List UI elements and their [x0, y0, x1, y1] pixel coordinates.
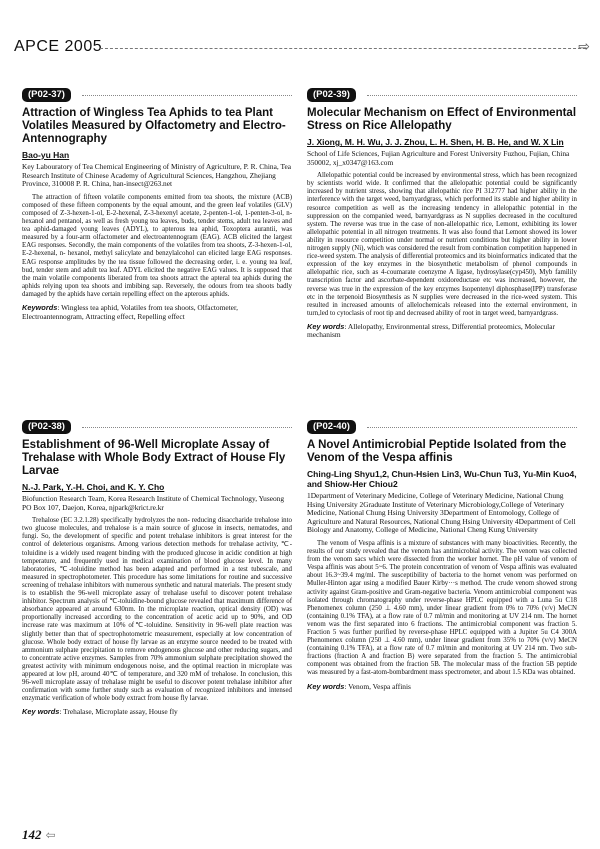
abstract-keywords [22, 708, 292, 717]
abstract-body: Trehalose (EC 3.2.1.28) specifically hydrolyzes the non- reducing disaccharide trehalose into two glucose molecules, and trehalose is a main source of glucose in insects, nematodes, and fungi. So, the development of specific and potent trehalase inhibitors is great interest for the control of deleterious organisms. Among various detection methods for trehalase activity, ℃-toluidine is a widely used reagent binding with the produced glucose in acidic condition at high temperature, and frequently used in medical examination of blood glucose level. In many laboratories, ℃-toluidine method has been adapted and performed in a test tubescale, and measured in spectrophotometer. This procedure has some limitations for routine and successive screening of trehalase inhibitors with numerous synthetic and natural materials. The present study is to establish the 96-well microplate assay of trehalase useful to discover potent trehalase inhibitor. Spectrum analysis of ℃-toluidine-bound glucose revealed that maximum difference of absorbance appeared at around 630nm. In the microplate reaction, optical density (OD) was proportionally increased according to the concentration of acetic acid up to 90%, and OD increase rate was maximum at 10% of℃-toluidine. Sensitivity in 96-well plate reaction was slightly better than that of spectrophotometric measurement, especially at low concentration of glucose. Whole body extract of house fly larvae as an enzyme source needed to be treated with ammonium sulphate precipitation to remove endogenous glucose and other reducing sugars, and to concentrate active enzymes. Samples from 70% ammonium sulphate precipitation showed the greatest activity with minimum endogenous noise, and the optimal reaction in microplate was appeared at low pH, around 40℃ of temperature, and 320 mM of trehalose. In conclusion, this 96-well microplate assay of trehalase might be useful to discover potent trehalase inhibitor after confirmation with some further study such as evaluation of recognized inhibitors and intensed enzymatic verification of whole body extract from house fly larvae. [22, 517, 292, 703]
abstract-id-badge: (P02-37) [22, 88, 71, 102]
abstract-title: Attraction of Wingless Tea Aphids to tea Plant Volatiles Measured by Olfactometry and Electro-Antennography [22, 107, 286, 145]
abstract-body: The attraction of fifteen volatile components emitted from tea shoots, the mixture (ACB) composed of these fifteen components by the equal amount, and the green leaf volatiles (GLV) composed of Z-3-hexen-1-ol, E-2-hexenal, Z-3-hexenyl acetate, 2-penten-1-ol, 1-penten-3-ol, n-hexanol and pentanol, as well as fresh young tea leaves, buds, tender stems, adult tea leaves and tea aphid-damaged young leaves (ADYL), to apterous tea aphid, Toxoptera aurantii, was measured by a four-arm olfactometer and electroantennogram (EAG). ACB elicited the largest EAG responses. Secondly, the main components of the volatiles from tea shoots, Z-3-hexen-1-ol, E-2-hexenal, n- hexanol, methyl salicylate and benzylalcohol can elicited large EAG responses. EAG response amplitudes by the tea tissue followed the decreasing order, i. e. young tea leaf, bud, tender stem and adult tea leaf. ADYL elicited the negative EAG values. It is supposed that the main volatile components liberated from tea shoots attract the apteral tea aphids during the aphids relying upon tea shoots and imbibing sap. Reversely, the odours from tea shoots badly damaged by the aphids have certain repelling effect on the apterous aphids. [22, 193, 292, 298]
keywords-label: Key words [22, 707, 60, 717]
abstract-p02-37 [22, 88, 292, 321]
abstract-p02-38 [22, 420, 292, 717]
abstract-authors: N.-J. Park, Y.-H. Choi, and K. Y. Cho [22, 482, 165, 492]
conference-name: APCE 2005 [14, 38, 103, 55]
abstract-title: Molecular Mechanism on Effect of Environmental Stress on Rice Allelopathy [307, 107, 577, 132]
abstract-authors: Bao-yu Han [22, 150, 70, 160]
tag-divider [82, 427, 292, 428]
tag-divider [367, 95, 577, 96]
keywords-label: Key words [307, 321, 345, 331]
abstract-tag-bar [22, 420, 292, 434]
abstract-affiliation: Biofunction Research Team, Korea Research Institute of Chemical Technology, Yuseong PO Box 107, Daejon, Korea, njpark@krict.re.kr [22, 494, 285, 512]
abstract-id-badge: (P02-38) [22, 420, 71, 434]
page-footer [22, 826, 56, 842]
keywords-text: : Wingless tea aphid, Volatiles from tea shoots, Olfactometer, Electroantennogram, Attracting effect, Repelling effect [22, 303, 238, 321]
page-number: 142 [22, 827, 42, 842]
abstract-authors: Ching-Ling Shyu1,2, Chun-Hsien Lin3, Wu-Chun Tu3, Yu-Min Kuo4, and Shiow-Her Chiou2 [307, 469, 577, 489]
tag-divider [82, 95, 292, 96]
abstract-p02-40 [307, 420, 577, 691]
abstract-authors: J. Xiong, M. H. Wu, J. J. Zhou, L. H. Shen, H. B. He, and W. X Lin [307, 137, 564, 147]
abstract-keywords [307, 323, 577, 340]
page-header [14, 38, 590, 60]
forward-arrow-icon[interactable]: ⇨ [578, 39, 590, 55]
abstract-id-badge: (P02-39) [307, 88, 356, 102]
abstract-tag-bar [22, 88, 292, 102]
abstract-affiliation: 1Department of Veterinary Medicine, College of Veterinary Medicine, National Chung Hsing University 2Graduate Institute of Veterinary Microbiology,College of Veterinary Medicine, National Chung Hsing University 3Department of Entomology, College of Agriculture and Natural Resources, National Chung Hsing University 4Department of Cell Biology and Anatomy, College of Medicine, National Cheng Kung University [307, 491, 576, 535]
keywords-label: Keywords [22, 303, 58, 312]
abstract-title: Establishment of 96-Well Microplate Assay of Trehalase with Whole Body Extract of House Fly Larvae [22, 439, 286, 477]
header-rule [100, 48, 586, 49]
abstract-tag-bar [307, 420, 577, 434]
abstract-title: A Novel Antimicrobial Peptide Isolated from the Venom of the Vespa affinis [307, 439, 567, 464]
keywords-text: : Trehalase, Microplate assay, House fly [59, 707, 178, 717]
tag-divider [367, 427, 577, 428]
abstract-body: Allelopathic potential could be increased by environmental stress, which has been recognized by scientists world wide. It confirmed that the allelopathic potential could be significantly increased by nutrient stress, showing that allelopathic rice PI 312777 had higher ability in the interference with the target weed, barnyardgrass, which performed its stable and higher ability in resource competition as well as the increasing tendency in allelopathic potential in the suppression on the companied weed, barnyardgrass as N supplies decreased in the cocultured system. The reverse was true in the case of non-allelopathic rice, Lemont, exhibiting its lower allelopathic potential in all nitrogen treatments. It was also found that Lemont showed its lower ability in resource competition under normal or nutrient conditions but higher ability in lower nitrogen supply (Ni), which was considered the result from combination competition happened in rice-weed system. The analysis of differential proteomics and its bioinformatics indicated that the expression of the key enzymes in the biosynthetic metabolism of phenol compounds in allelopathic rice, such as 4-coumarate coenzyme A ligase, hydrosylase(cyp450), Myb familily transcription factor and ascorbate-dependent oxidoreductase etc was increased, however, the reverse was true in the expression of the key enzymes Isopentenyl diphosphase(IPP) transferase etc in the terpenoid Biosynthesis as N supplies were decreased in the rice-weed system. This resulted in increased amounts of allelochemicals released into the external environment, in turn,led to cytoclasis of root tip and decreased ability of root in target weed, barnyardgrass. [307, 172, 577, 317]
keywords-text: : Venom, Vespa affinis [344, 681, 411, 691]
abstract-tag-bar [307, 88, 577, 102]
abstract-affiliation: School of Life Sciences, Fujian Agriculture and Forest University Fuzhou, Fujian, China 350002, xj_x0347@163.com [307, 149, 570, 167]
back-arrow-icon[interactable]: ⇦ [45, 828, 56, 842]
keywords-text: : Allelopathy, Environmental stress, Differential proteomics, Molecular mechanism [307, 321, 555, 340]
abstract-keywords [307, 683, 577, 692]
abstract-body: The venom of Vespa affinis is a mixture of substances with many bioactivities. Recently, the results of our study revealed that the venom has antimicrobial activity. The venom was collected from the venom sacs which were dissected from the worker hornet. The pH value of venom of Vespa affinis was about 5~6. The protein concentration of venom of Vespa affinis was evaluated about 16.3~39.4 mg/ml. The susceptibility of bacteria to the hornet venom was performed on Muller-Hinton agar using a modified Bauer Kirby···s method. The crude venom showed strong activity against Gram-positive and Gram-negative bacteria. Venom antimicrobial component was isolated through chromatography under reverse-phase HPLC equipped with a Luna 5u C18 Phenomenex column (250 ⊥ 4.60 mm), under linear gradient from 0% to 70% (v/v) MeCN (containing 0.1% TFA), at a flow rate of 0.7 ml/min and monitoring at UV 214 nm. The hornet venom was the first separated into 6 fractions. The antimicrobial component was fraction 5. Fraction 5 was further purified by reverse-phase HPLC equipped with a Jupiter 5u C4 300A Phenomenex column (250 ⊥ 4.60 mm), under linear gradient from 35% to 70% (v/v) MeCN (containing 0.1% TFA), at a flow rate of 0.7 ml/min and monitoring at UV 214 nm. Two sub-fractions (fraction A and fraction B) were separated from the fraction 5. The antimicrobial component was obtained from the fraction 5B. The molecular mass of the fraction 5B peptide was measured by a fast-atom-bombardment mass spectrometer, and about 1.5 KDa was obtained. [307, 539, 577, 677]
abstract-keywords [22, 304, 292, 321]
keywords-label: Key words [307, 681, 345, 691]
abstract-affiliation: Key Labouratory of Tea Chemical Engineering of Ministry of Agriculture, P. R. China, Tea Research Institute of Chinese Academy of Agricultural Sciences, Hangzhou, Zhejiang Province, 310008 P. R. China, han-insect@263.net [22, 162, 292, 189]
abstract-p02-39 [307, 88, 577, 340]
abstract-id-badge: (P02-40) [307, 420, 356, 434]
